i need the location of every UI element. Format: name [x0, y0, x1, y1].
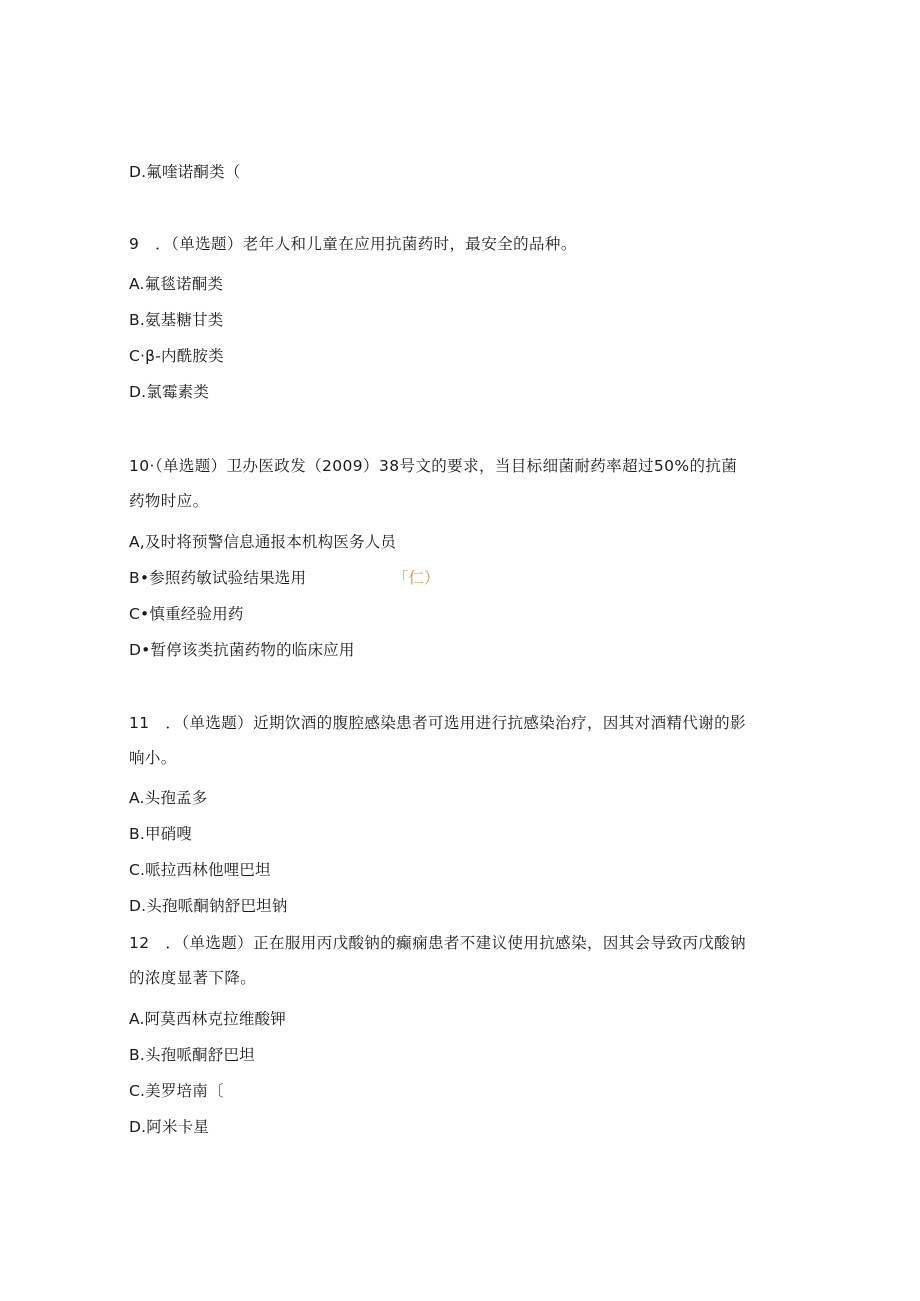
q10-option-b: B•参照药敏试验结果选用 [129, 569, 307, 587]
q8-option-d: D.氟喹诺酮类（ [129, 163, 241, 181]
q12-option-c: C.美罗培南〔 [129, 1082, 224, 1100]
q10-stem-line1: 10·（单选题）卫办医政发（2009）38号文的要求，当目标细菌耐药率超过50%的抗菌 [129, 457, 738, 475]
q12-stem-line1: 12 ．（单选题）正在服用丙戊酸钠的癫痫患者不建议使用抗感染，因其会导致丙戊酸钠 [129, 934, 746, 952]
q11-stem-line1: 11 ．（单选题）近期饮酒的腹腔感染患者可选用进行抗感染治疗，因其对酒精代谢的影 [129, 714, 746, 732]
q10-option-a: A,及时将预警信息通报本机构医务人员 [129, 533, 397, 551]
q11-option-b: B.甲硝嗖 [129, 825, 193, 843]
q9-option-d: D.氯霉素类 [129, 383, 210, 401]
q9-option-b: B.氨基糖甘类 [129, 311, 224, 329]
q9-option-c: C·β-内酰胺类 [129, 347, 224, 365]
q10-stray-mark: 「仁） [393, 569, 440, 587]
q12-option-d: D.阿米卡星 [129, 1118, 210, 1136]
q10-stem-line2: 药物时应。 [129, 492, 209, 510]
q12-option-b: B.头孢哌酮舒巴坦 [129, 1046, 255, 1064]
q12-option-a: A.阿莫西林克拉维酸钾 [129, 1010, 286, 1028]
q11-option-a: A.头孢孟多 [129, 789, 208, 807]
q9-stem: 9 ．（单选题）老年人和儿童在应用抗菌药时，最安全的品种。 [129, 235, 577, 253]
q11-option-c: C.哌拉西林他哩巴坦 [129, 861, 271, 879]
q11-option-d: D.头孢哌酮钠舒巴坦钠 [129, 897, 288, 915]
q9-option-a: A.氟毯诺酮类 [129, 275, 224, 293]
q12-stem-line2: 的浓度显著下降。 [129, 969, 257, 987]
q11-stem-line2: 响小。 [129, 749, 177, 767]
q10-option-c: C•慎重经验用药 [129, 605, 244, 623]
q10-option-d: D•暂停该类抗菌药物的临床应用 [129, 641, 355, 659]
